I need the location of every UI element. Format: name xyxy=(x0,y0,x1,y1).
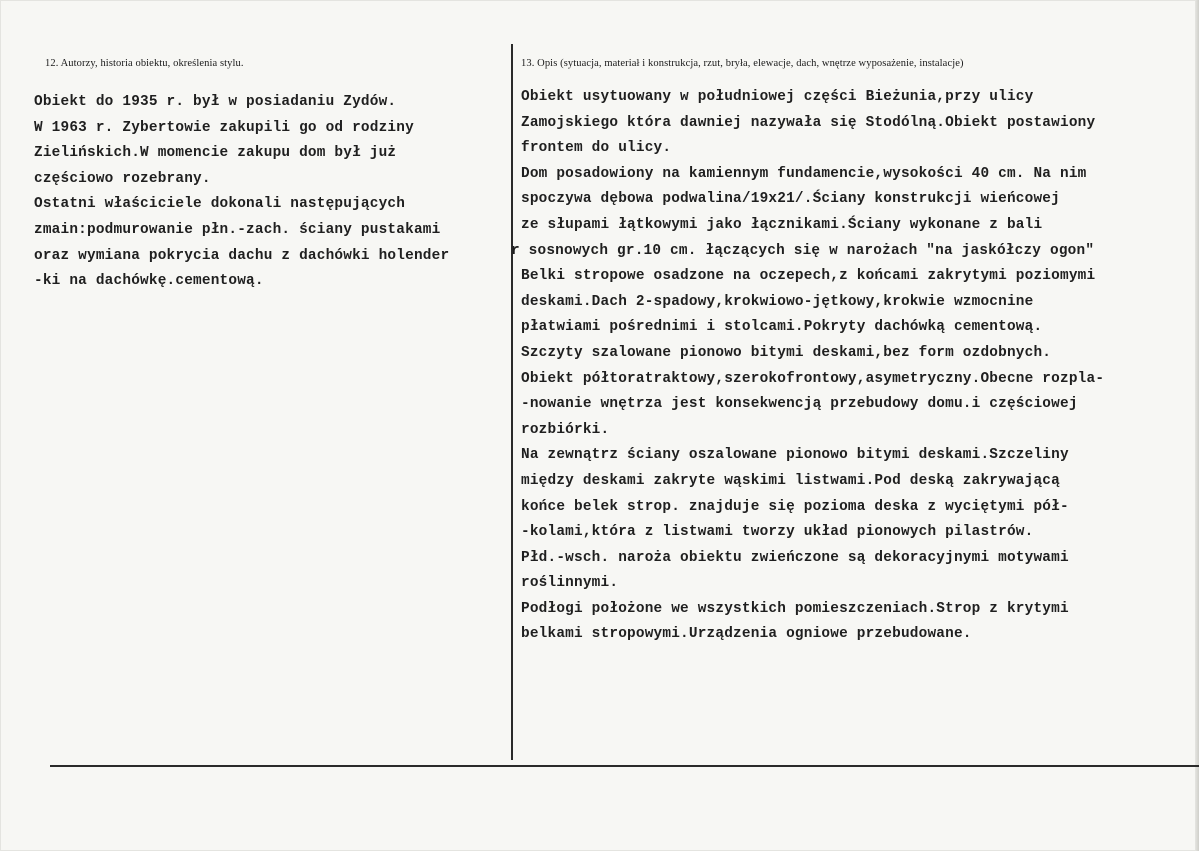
text-line: -kolami,która z listwami tworzy układ pionowych pilastrów. xyxy=(521,524,1034,541)
page-edge xyxy=(1195,0,1199,851)
text-line: Podłogi położone we wszystkich pomieszczeniach.Strop z krytymi xyxy=(521,600,1069,617)
text-line: -nowanie wnętrza jest konsekwencją przebudowy domu.i częściowej xyxy=(521,396,1078,413)
section-12-text xyxy=(34,90,449,295)
text-line: deskami.Dach 2-spadowy,krokwiowo-jętkowy,krokwie wzmocnine xyxy=(521,293,1034,310)
text-line: Obiekt do 1935 r. był w posiadaniu Zydów. xyxy=(34,94,397,110)
text-line: Płd.-wsch. naroża obiektu zwieńczone są dekoracyjnymi motywami xyxy=(521,549,1069,566)
text-line: W 1963 r. Zybertowie zakupili go od rodziny xyxy=(34,119,414,136)
text-line: r sosnowych gr.10 cm. łączących się w narożach "na jaskółczy ogon" xyxy=(511,242,1095,259)
text-line: Obiekt usytuowany w południowej części Bieżunia,przy ulicy xyxy=(521,89,1034,105)
text-line: frontem do ulicy. xyxy=(521,140,672,157)
text-line: Obiekt półtoratraktowy,szerokofrontowy,asymetryczny.Obecne rozpla- xyxy=(521,370,1105,387)
text-line: Zielińskich.W momencie zakupu dom był już xyxy=(34,145,397,162)
text-line: belkami stropowymi.Urządzenia ogniowe przebudowane. xyxy=(521,626,972,643)
text-line: ze słupami łątkowymi jako łącznikami.Ściany wykonane z bali xyxy=(521,216,1043,233)
section-13-text xyxy=(511,85,1105,648)
text-line: Szczyty szalowane pionowo bitymi deskami,bez form ozdobnych. xyxy=(521,344,1052,361)
column-divider xyxy=(511,44,513,760)
text-line: oraz wymiana pokrycia dachu z dachówki holender xyxy=(34,247,450,264)
text-line: -ki na dachówkę.cementową. xyxy=(34,273,264,290)
text-line: zmain:podmurowanie płn.-zach. ściany pustakami xyxy=(34,221,441,238)
text-line: roślinnymi. xyxy=(521,575,619,592)
text-line: rozbiórki. xyxy=(521,421,610,438)
text-line: Zamojskiego która dawniej nazywała się Stodólną.Obiekt postawiony xyxy=(521,114,1096,131)
text-line: końce belek strop. znajduje się pozioma deska z wyciętymi pół- xyxy=(521,498,1069,515)
section-13-header: 13. Opis (sytuacja, materiał i konstrukcja, rzut, bryła, elewacje, dach, wnętrze wyposażenie, instalacje) xyxy=(521,58,964,69)
text-line: Na zewnątrz ściany oszalowane pionowo bitymi deskami.Szczeliny xyxy=(521,447,1069,464)
text-line: częściowo rozebrany. xyxy=(34,170,211,187)
text-line: Belki stropowe osadzone na oczepech,z końcami zakrytymi poziomymi xyxy=(521,268,1096,285)
text-line: płatwiami pośrednimi i stolcami.Pokryty dachówką cementową. xyxy=(521,319,1043,336)
text-line: spoczywa dębowa podwalina/19x21/.Ściany konstrukcji wieńcowej xyxy=(521,191,1060,208)
text-line: Ostatni właściciele dokonali następujących xyxy=(34,196,406,213)
bottom-rule xyxy=(50,765,1199,767)
text-line: Dom posadowiony na kamiennym fundamencie,wysokości 40 cm. Na nim xyxy=(521,165,1087,182)
section-12-header: 12. Autorzy, historia obiektu, określenia stylu. xyxy=(45,58,244,69)
text-line: między deskami zakryte wąskimi listwami.Pod deską zakrywającą xyxy=(521,472,1060,489)
